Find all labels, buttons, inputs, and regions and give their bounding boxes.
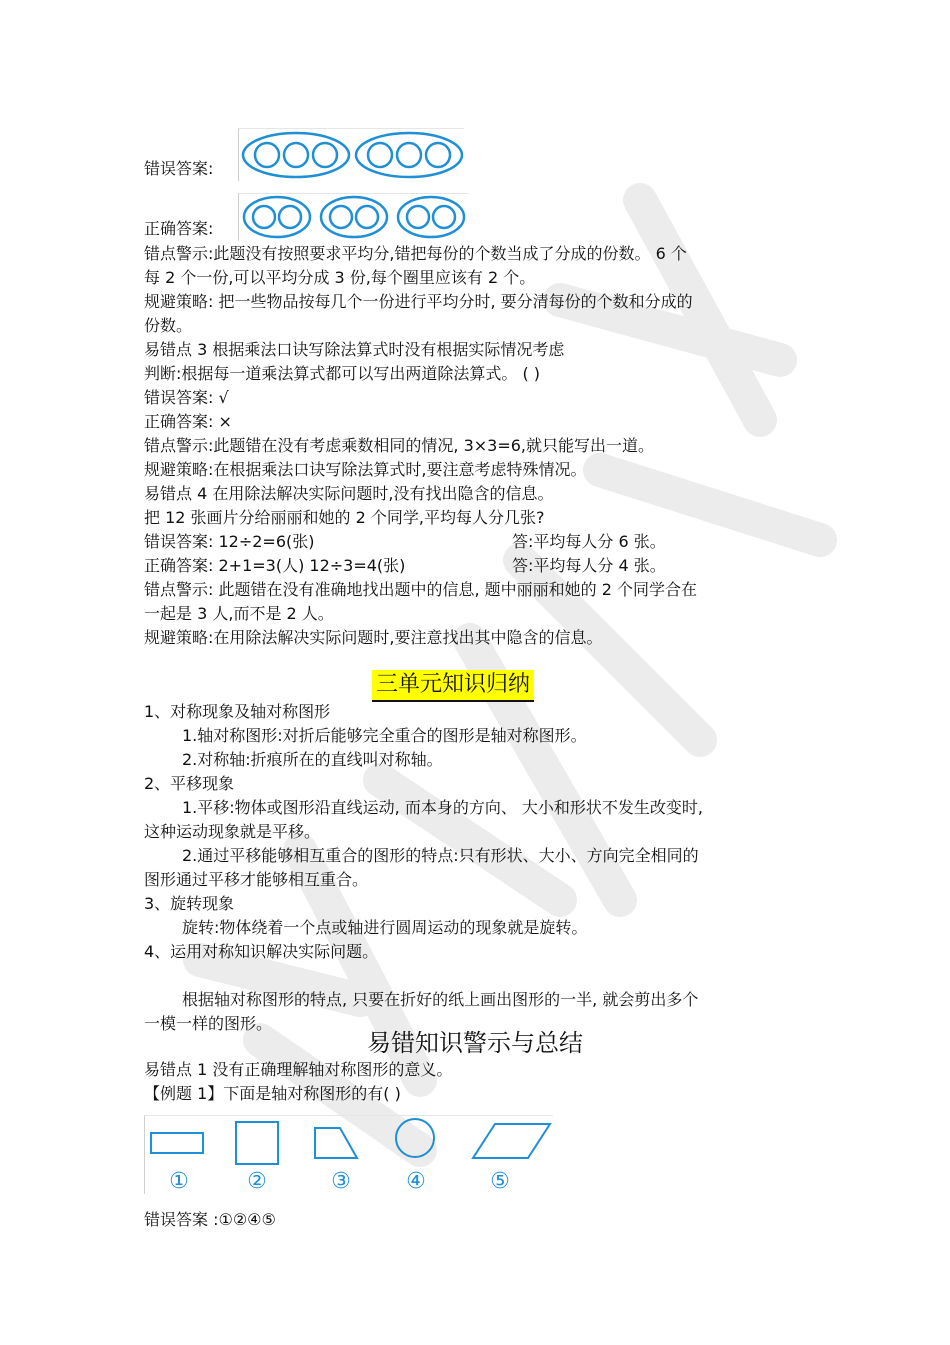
strategy: 规避策略:在用除法解决实际问题时,要注意找出其中隐含的信息。 <box>144 628 603 647</box>
strategy-line-1: 规避策略: 把一些物品按每几个一份进行平均分时, 要分清每份的个数和分成的 <box>144 292 693 311</box>
section-2-item-1b: 这种运动现象就是平移。 <box>144 822 321 841</box>
right-answer-label: 正确答案: <box>144 219 214 238</box>
section-2-item-1a: 1.平移:物体或图形沿直线运动, 而本身的方向、 大小和形状不发生改变时, <box>182 798 704 817</box>
error-point-4-title: 易错点 4 在用除法解决实际问题时,没有找出隐含的信息。 <box>144 484 554 503</box>
section-3-item-1: 旋转:物体绕着一个点或轴进行圆周运动的现象就是旋转。 <box>182 918 588 937</box>
shape-label-4: ④ <box>406 1169 426 1194</box>
section-1-title: 1、对称现象及轴对称图形 <box>144 702 331 721</box>
section-1-item-2: 2.对称轴:折痕所在的直线叫对称轴。 <box>182 750 443 769</box>
right-answer-calc: 正确答案: 2+1=3(人) 12÷3=4(张) <box>144 556 406 575</box>
section-4-text-a: 根据轴对称图形的特点, 只要在折好的纸上画出图形的一半, 就会剪出多个 <box>182 990 699 1009</box>
right-answer-reply: 答:平均每人分 4 张。 <box>512 556 666 575</box>
right-answer-figure <box>238 193 469 241</box>
warning-line-2: 一起是 3 人,而不是 2 人。 <box>144 604 334 623</box>
warning-line-1: 错点警示: 此题错在没有准确地找出题中的信息, 题中丽丽和她的 2 个同学合在 <box>144 580 698 599</box>
error-point-1-title: 易错点 1 没有正确理解轴对称图形的意义。 <box>144 1060 453 1079</box>
section-2-item-2a: 2.通过平移能够相互重合的图形的特点:只有形状、大小、方向完全相同的 <box>182 846 699 865</box>
unit3-heading: 三单元知识归纳 <box>372 670 534 702</box>
word-problem: 把 12 张画片分给丽丽和她的 2 个同学,平均每人分几张? <box>144 508 545 527</box>
section-3-title: 3、旋转现象 <box>144 894 235 913</box>
strategy: 规避策略:在根据乘法口诀写除法算式时,要注意考虑特殊情况。 <box>144 460 587 479</box>
wrong-answer-label: 错误答案: <box>144 159 214 178</box>
wrong-answer: 错误答案 :①②④⑤ <box>144 1210 276 1229</box>
error-point-3-title: 易错点 3 根据乘法口诀写除法算式时没有根据实际情况考虑 <box>144 340 565 359</box>
judge-question: 判断:根据每一道乘法算式都可以写出两道除法算式。 ( ) <box>144 364 541 383</box>
summary-heading: 易错知识警示与总结 <box>367 1029 583 1057</box>
parallelogram-shape <box>473 1124 550 1158</box>
trapezoid-shape <box>315 1128 357 1158</box>
circle-shape <box>396 1119 434 1157</box>
section-4-title: 4、运用对称知识解决实际问题。 <box>144 942 379 961</box>
shape-label-3: ③ <box>331 1169 351 1194</box>
wrong-answer: 错误答案: √ <box>144 388 229 407</box>
right-answer: 正确答案: × <box>144 412 232 431</box>
section-1-item-1: 1.轴对称图形:对折后能够完全重合的图形是轴对称图形。 <box>182 726 587 745</box>
shape-label-1: ① <box>169 1169 189 1194</box>
wrong-answer-calc: 错误答案: 12÷2=6(张) <box>144 532 315 551</box>
section-2-item-2b: 图形通过平移才能够相互重合。 <box>144 870 369 889</box>
rectangle-shape <box>151 1133 203 1153</box>
shape-label-5: ⑤ <box>490 1169 510 1194</box>
wrong-answer-figure <box>238 128 464 181</box>
square-shape <box>236 1122 278 1164</box>
wrong-answer-reply: 答:平均每人分 6 张。 <box>512 532 666 551</box>
section-4-text-b: 一模一样的图形。 <box>144 1014 273 1033</box>
shape-label-2: ② <box>247 1169 267 1194</box>
strategy-line-2: 份数。 <box>144 316 193 335</box>
warning: 错点警示:此题错在没有考虑乘数相同的情况, 3×3=6,就只能写出一道。 <box>144 436 655 455</box>
example-question: 【例题 1】下面是轴对称图形的有( ) <box>144 1084 401 1103</box>
warning-line-1: 错点警示:此题没有按照要求平均分,错把每份的个数当成了分成的份数。 6 个 <box>144 244 687 263</box>
warning-line-2: 每 2 个一份,可以平均分成 3 份,每个圈里应该有 2 个。 <box>144 268 536 287</box>
section-2-title: 2、平移现象 <box>144 774 235 793</box>
shapes-figure <box>144 1115 553 1194</box>
